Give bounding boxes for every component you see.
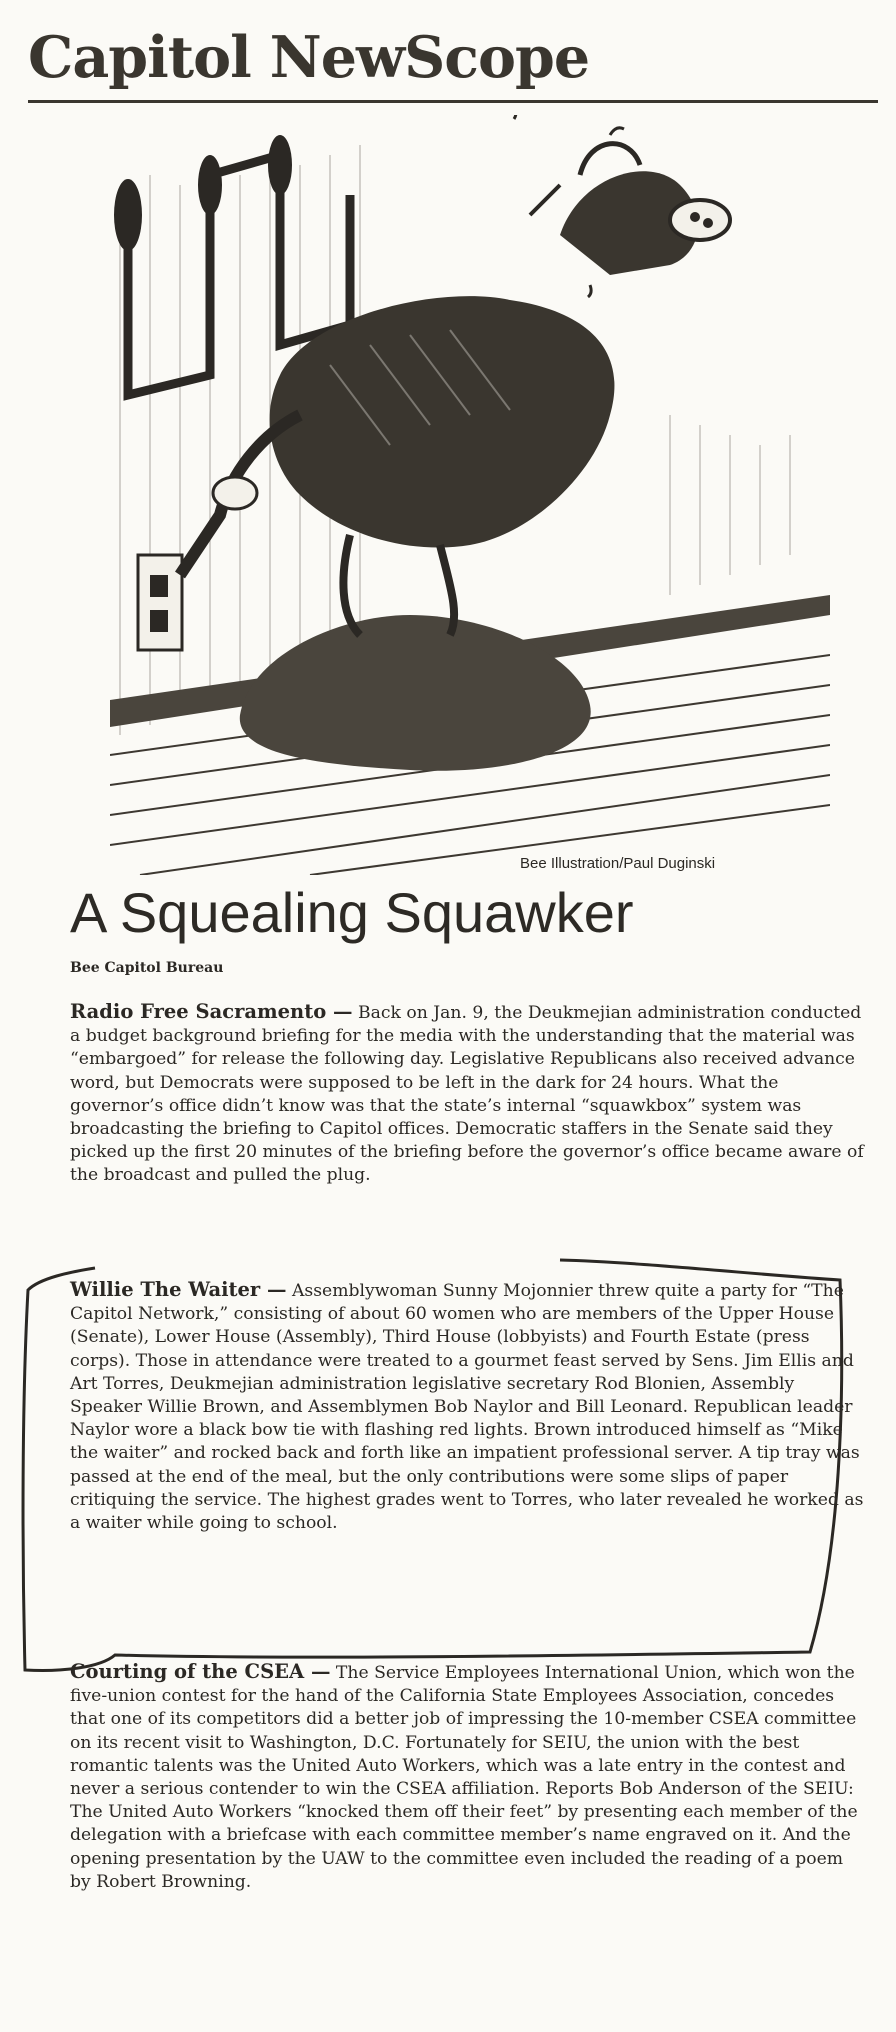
masthead-rule	[28, 100, 878, 103]
cartoon-illustration	[110, 115, 830, 875]
article-item-courting-of-the-csea	[70, 1660, 868, 1894]
item-body: Assemblywoman Sunny Mojonnier threw quite a party for “The Capitol Network,” consisting of about 60 women who are members of the Upper House (Senate), Lower House (Assembly), Third House (lobbyists) and Fourth Estate (press corps). Those in attendance were treated to a gourmet feast served by Sens. Jim Ellis and Art Torres, Deukmejian administration legislative secretary Rod Blonien, Assembly Speaker Willie Brown, and Assemblymen Bob Naylor and Bill Leonard. Republican leader Naylor wore a black bow tie with flashing red lights. Brown introduced himself as “Mike the waiter” and rocked back and forth like an impatient professional server. A tip tray was passed at the end of the meal, but the only contributions were some slips of paper critiquing the service. The highest grades went to Torres, who later revealed he worked as a waiter while going to school.	[70, 1281, 864, 1534]
article-item-radio-free-sacramento	[70, 1000, 868, 1188]
item-lead: Willie The Waiter —	[70, 1278, 287, 1301]
illustration-credit: Bee Illustration/Paul Duginski	[520, 855, 716, 872]
article-byline: Bee Capitol Bureau	[70, 960, 224, 976]
article-headline: A Squealing Squawker	[70, 881, 634, 944]
item-lead: Radio Free Sacramento —	[70, 1000, 353, 1023]
masthead: Capitol NewScope	[28, 24, 590, 91]
item-body: Back on Jan. 9, the Deukmejian administration conducted a budget background briefing for the media with the understanding that the material was “embargoed” for release the following day. Legislative Republicans also received advance word, but Democrats were supposed to be left in the dark for 24 hours. What the governor’s office didn’t know was that the state’s internal “squawkbox” system was broadcasting the briefing to Capitol offices. Democratic staffers in the Senate said they picked up the first 20 minutes of the briefing before the governor’s office became aware of the broadcast and pulled the plug.	[70, 1003, 864, 1186]
article-item-willie-the-waiter	[70, 1278, 868, 1535]
item-body: The Service Employees International Union, which won the five-union contest for the hand of the California State Employees Association, concedes that one of its competitors did a better job of impressing the 10-member CSEA committee on its recent visit to Washington, D.C. Fortunately for SEIU, the union with the best romantic talents was the United Auto Workers, which was a late entry in the contest and never a serious contender to win the CSEA affiliation. Reports Bob Anderson of the SEIU: The United Auto Workers “knocked them off their feet” by presenting each member of the delegation with a briefcase with each committee member’s name engraved on it. And the opening presentation by the UAW to the committee even included the reading of a poem by Robert Browning.	[70, 1663, 858, 1892]
item-lead: Courting of the CSEA —	[70, 1660, 331, 1683]
